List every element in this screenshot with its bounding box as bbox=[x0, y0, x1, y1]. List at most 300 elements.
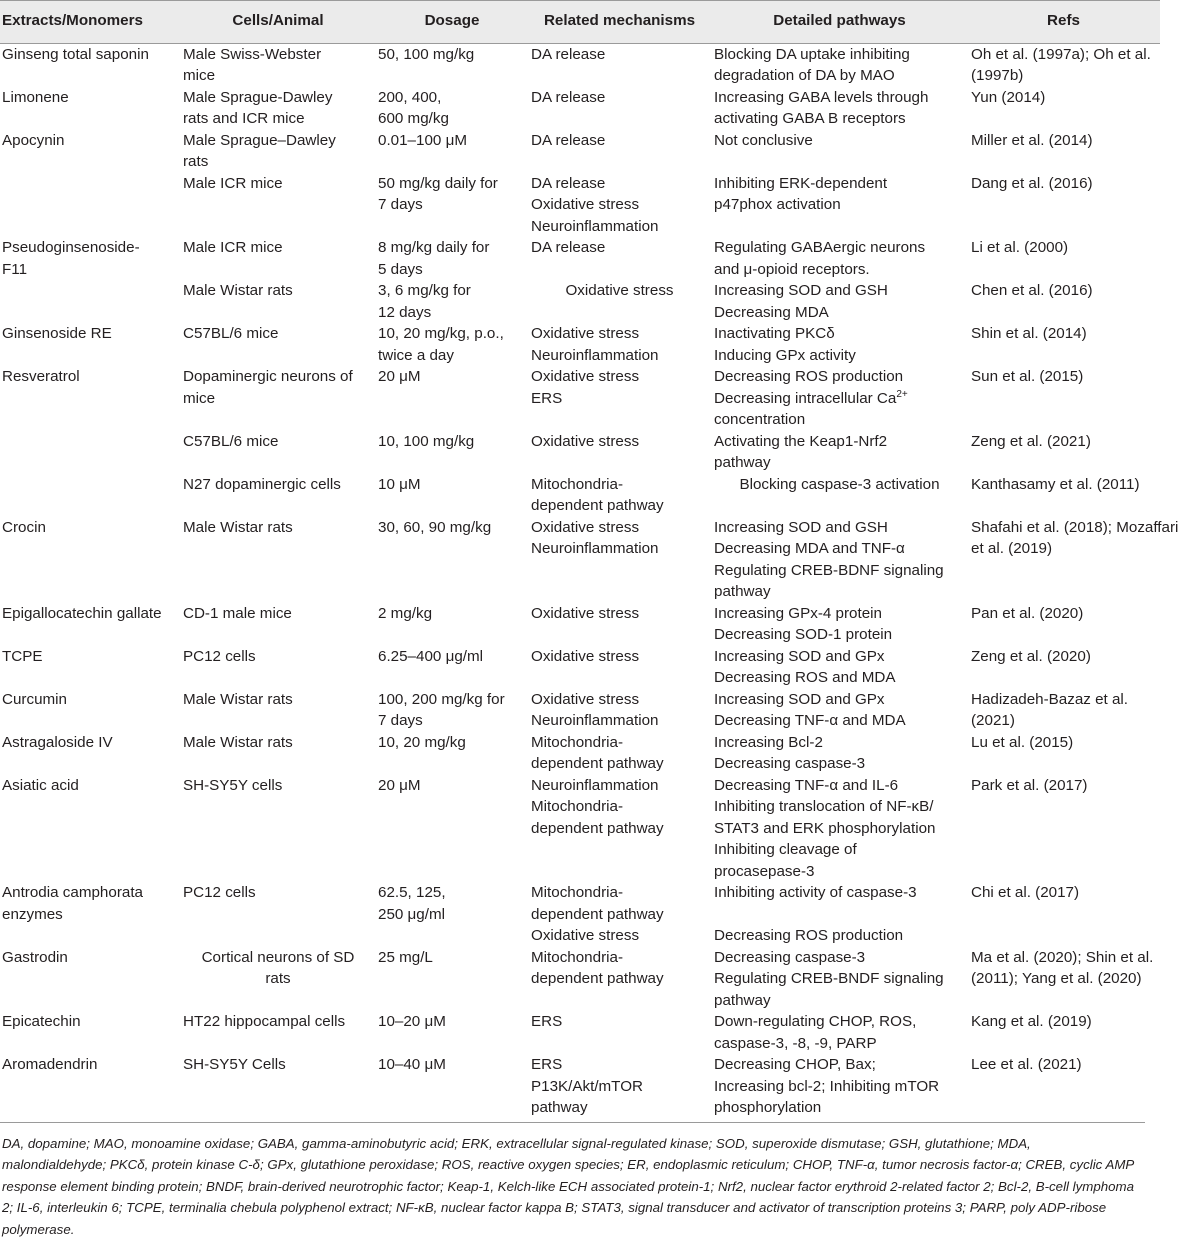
cell-line: 62.5, 125, bbox=[378, 882, 526, 904]
cell-line: Oxidative stress bbox=[531, 323, 708, 345]
cell-line: Oxidative stress bbox=[531, 280, 708, 302]
table-footnote: DA, dopamine; MAO, monoamine oxidase; GABA, gamma-aminobutyric acid; ERK, extracellular signal-regulated kinase; SOD, superoxide dismutase; GSH, glutathione; MDA, malondialdehyde; PKCδ, protein kinase C-δ; GPx, glutathione peroxidase; ROS, reactive oxygen species; ER, endoplasmic reticulum; CHOP, TNF-α, tumor necrosis factor-α; CREB, cyclic AMP response element binding protein; BNDF, brain-derived neurotrophic factor; Keap-1, Kelch-like ECH associated protein-1; Nrf2, nuclear factor erythroid 2-related factor 2; Bcl-2, B-cell lymphoma 2; IL-6, interleukin 6; TCPE, terminalia chebula polyphenol extract; NF-κB, nuclear factor kappa B; STAT3, signal transducer and activator of transcription proteins 3; PARP, poly ADP-ribose polymerase. bbox=[0, 1123, 1141, 1240]
cell-line: Mitochondria- bbox=[531, 474, 708, 496]
cell-refs bbox=[969, 173, 1160, 238]
cell-line: 7 days bbox=[378, 194, 526, 216]
cell-line: p47phox activation bbox=[714, 194, 965, 216]
cell-line: Inducing GPx activity bbox=[714, 345, 965, 367]
cell-line: Resveratrol bbox=[2, 366, 178, 388]
cell-line: Increasing bcl-2; Inhibiting mTOR bbox=[714, 1076, 965, 1098]
cell-line: Zeng et al. (2020) bbox=[971, 646, 1156, 668]
cell-line bbox=[2, 280, 178, 302]
cell-line: Oxidative stress bbox=[531, 603, 708, 625]
cell-mechanisms bbox=[530, 1011, 712, 1054]
cell-extract bbox=[0, 882, 182, 947]
cell-line bbox=[2, 474, 178, 496]
cell-extract bbox=[0, 366, 182, 431]
cell-line: Dang et al. (2016) bbox=[971, 173, 1156, 195]
cell-cells-animal bbox=[182, 237, 377, 280]
table-row bbox=[0, 603, 1160, 646]
cell-line: Mitochondria- bbox=[531, 796, 708, 818]
cell-line: Male Wistar rats bbox=[183, 732, 373, 754]
cell-line: Mitochondria- bbox=[531, 882, 708, 904]
cell-mechanisms bbox=[530, 775, 712, 883]
cell-line: rats bbox=[183, 151, 373, 173]
cell-extract bbox=[0, 431, 182, 474]
cell-line: 0.01–100 μM bbox=[378, 130, 526, 152]
cell-refs bbox=[969, 517, 1160, 603]
cell-pathways bbox=[712, 775, 969, 883]
cell-line: Chi et al. (2017) bbox=[971, 882, 1156, 904]
cell-dosage bbox=[377, 603, 530, 646]
cell-line: Oxidative stress bbox=[531, 925, 708, 947]
cell-line: Kang et al. (2019) bbox=[971, 1011, 1156, 1033]
cell-line: et al. (2019) bbox=[971, 538, 1156, 560]
cell-refs bbox=[969, 474, 1160, 517]
cell-line: Antrodia camphorata bbox=[2, 882, 178, 904]
cell-line: Li et al. (2000) bbox=[971, 237, 1156, 259]
cell-mechanisms bbox=[530, 280, 712, 323]
cell-line: Blocking DA uptake inhibiting bbox=[714, 44, 965, 66]
cell-pathways bbox=[712, 646, 969, 689]
cell-dosage bbox=[377, 689, 530, 732]
cell-line: Dopaminergic neurons of bbox=[183, 366, 373, 388]
cell-line: Decreasing TNF-α and MDA bbox=[714, 710, 965, 732]
cell-refs bbox=[969, 43, 1160, 87]
table-row bbox=[0, 87, 1160, 130]
table-row bbox=[0, 689, 1160, 732]
cell-line: F11 bbox=[2, 259, 178, 281]
cell-refs bbox=[969, 237, 1160, 280]
cell-line: Male Swiss-Webster bbox=[183, 44, 373, 66]
header-extracts: Extracts/Monomers bbox=[0, 1, 182, 44]
cell-line: procasepase-3 bbox=[714, 861, 965, 883]
cell-cells-animal bbox=[182, 732, 377, 775]
cell-line: ERS bbox=[531, 1054, 708, 1076]
cell-line: 50 mg/kg daily for bbox=[378, 173, 526, 195]
cell-dosage bbox=[377, 732, 530, 775]
cell-line: Male Wistar rats bbox=[183, 517, 373, 539]
header-dosage: Dosage bbox=[377, 1, 530, 44]
cell-mechanisms bbox=[530, 237, 712, 280]
cell-line: Epicatechin bbox=[2, 1011, 178, 1033]
cell-refs bbox=[969, 87, 1160, 130]
cell-line: mice bbox=[183, 65, 373, 87]
cell-line: Activating the Keap1-Nrf2 bbox=[714, 431, 965, 453]
table-row bbox=[0, 947, 1160, 1012]
cell-extract bbox=[0, 689, 182, 732]
cell-line: Increasing SOD and GPx bbox=[714, 646, 965, 668]
table-body bbox=[0, 43, 1160, 1122]
cell-refs bbox=[969, 1011, 1160, 1054]
cell-line: 25 mg/L bbox=[378, 947, 526, 969]
cell-line: SH-SY5Y Cells bbox=[183, 1054, 373, 1076]
cell-line: Neuroinflammation bbox=[531, 345, 708, 367]
cell-line: phosphorylation bbox=[714, 1097, 965, 1119]
cell-line: Regulating GABAergic neurons bbox=[714, 237, 965, 259]
cell-line: dependent pathway bbox=[531, 818, 708, 840]
cell-pathways bbox=[712, 882, 969, 947]
cell-refs bbox=[969, 689, 1160, 732]
cell-dosage bbox=[377, 431, 530, 474]
cell-line: Increasing GPx-4 protein bbox=[714, 603, 965, 625]
cell-line: DA release bbox=[531, 130, 708, 152]
cell-line: Miller et al. (2014) bbox=[971, 130, 1156, 152]
cell-pathways bbox=[712, 173, 969, 238]
cell-line: 10, 20 mg/kg bbox=[378, 732, 526, 754]
table-row bbox=[0, 323, 1160, 366]
cell-refs bbox=[969, 775, 1160, 883]
cell-line: Ginseng total saponin bbox=[2, 44, 178, 66]
cell-line: pathway bbox=[714, 581, 965, 603]
cell-extract bbox=[0, 87, 182, 130]
cell-line: DA release bbox=[531, 173, 708, 195]
cell-dosage bbox=[377, 882, 530, 947]
cell-line: Male Sprague–Dawley bbox=[183, 130, 373, 152]
cell-refs bbox=[969, 732, 1160, 775]
cell-line: enzymes bbox=[2, 904, 178, 926]
cell-line: 3, 6 mg/kg for bbox=[378, 280, 526, 302]
cell-dosage bbox=[377, 1011, 530, 1054]
cell-pathways bbox=[712, 431, 969, 474]
cell-extract bbox=[0, 517, 182, 603]
cell-line: Male Wistar rats bbox=[183, 280, 373, 302]
cell-pathways bbox=[712, 517, 969, 603]
cell-cells-animal bbox=[182, 130, 377, 173]
table-row bbox=[0, 1011, 1160, 1054]
cell-line: Oxidative stress bbox=[531, 431, 708, 453]
cell-line: Hadizadeh-Bazaz et al. bbox=[971, 689, 1156, 711]
cell-line: Inhibiting activity of caspase-3 bbox=[714, 882, 965, 904]
cell-line: Decreasing caspase-3 bbox=[714, 947, 965, 969]
cell-extract bbox=[0, 43, 182, 87]
cell-line: dependent pathway bbox=[531, 495, 708, 517]
cell-mechanisms bbox=[530, 732, 712, 775]
cell-line: 20 μM bbox=[378, 366, 526, 388]
cell-cells-animal bbox=[182, 646, 377, 689]
cell-line: Chen et al. (2016) bbox=[971, 280, 1156, 302]
cell-pathways bbox=[712, 732, 969, 775]
cell-line: Neuroinflammation bbox=[531, 710, 708, 732]
cell-line: STAT3 and ERK phosphorylation bbox=[714, 818, 965, 840]
cell-line: Inactivating PKCδ bbox=[714, 323, 965, 345]
cell-refs bbox=[969, 431, 1160, 474]
cell-pathways bbox=[712, 87, 969, 130]
cell-line: ERS bbox=[531, 388, 708, 410]
cell-line: SH-SY5Y cells bbox=[183, 775, 373, 797]
cell-cells-animal bbox=[182, 1011, 377, 1054]
cell-cells-animal bbox=[182, 882, 377, 947]
cell-mechanisms bbox=[530, 1054, 712, 1122]
cell-extract bbox=[0, 280, 182, 323]
cell-line: Increasing GABA levels through bbox=[714, 87, 965, 109]
cell-line: Lu et al. (2015) bbox=[971, 732, 1156, 754]
cell-dosage bbox=[377, 366, 530, 431]
cell-extract bbox=[0, 474, 182, 517]
cell-line: Decreasing ROS production bbox=[714, 366, 965, 388]
header-mechanisms: Related mechanisms bbox=[530, 1, 712, 44]
cell-line: Blocking caspase-3 activation bbox=[714, 474, 965, 496]
cell-extract bbox=[0, 732, 182, 775]
table-row bbox=[0, 1054, 1160, 1122]
cell-pathways bbox=[712, 130, 969, 173]
cell-line: 2 mg/kg bbox=[378, 603, 526, 625]
cell-line: Park et al. (2017) bbox=[971, 775, 1156, 797]
header-cells-animal: Cells/Animal bbox=[182, 1, 377, 44]
cell-mechanisms bbox=[530, 130, 712, 173]
cell-line: dependent pathway bbox=[531, 968, 708, 990]
cell-line bbox=[2, 431, 178, 453]
cell-line: Aromadendrin bbox=[2, 1054, 178, 1076]
cell-line: 600 mg/kg bbox=[378, 108, 526, 130]
cell-refs bbox=[969, 130, 1160, 173]
cell-line: dependent pathway bbox=[531, 904, 708, 926]
cell-line bbox=[714, 904, 965, 926]
cell-extract bbox=[0, 323, 182, 366]
cell-line: 30, 60, 90 mg/kg bbox=[378, 517, 526, 539]
cell-mechanisms bbox=[530, 366, 712, 431]
cell-mechanisms bbox=[530, 43, 712, 87]
cell-mechanisms bbox=[530, 947, 712, 1012]
cell-line: Oxidative stress bbox=[531, 366, 708, 388]
cell-line: Male Wistar rats bbox=[183, 689, 373, 711]
cell-line: activating GABA B receptors bbox=[714, 108, 965, 130]
cell-cells-animal bbox=[182, 947, 377, 1012]
table-row bbox=[0, 882, 1160, 947]
cell-mechanisms bbox=[530, 173, 712, 238]
cell-line: Astragaloside IV bbox=[2, 732, 178, 754]
cell-line: TCPE bbox=[2, 646, 178, 668]
cell-line: concentration bbox=[714, 409, 965, 431]
cell-line: Regulating CREB-BNDF signaling bbox=[714, 968, 965, 990]
cell-extract bbox=[0, 646, 182, 689]
cell-line: N27 dopaminergic cells bbox=[183, 474, 373, 496]
cell-line: Not conclusive bbox=[714, 130, 965, 152]
cell-line: Regulating CREB-BDNF signaling bbox=[714, 560, 965, 582]
cell-line: Decreasing SOD-1 protein bbox=[714, 624, 965, 646]
cell-cells-animal bbox=[182, 517, 377, 603]
cell-extract bbox=[0, 603, 182, 646]
cell-cells-animal bbox=[182, 603, 377, 646]
cell-line: Decreasing CHOP, Bax; bbox=[714, 1054, 965, 1076]
cell-line: 50, 100 mg/kg bbox=[378, 44, 526, 66]
cell-dosage bbox=[377, 474, 530, 517]
cell-extract bbox=[0, 775, 182, 883]
cell-line: 200, 400, bbox=[378, 87, 526, 109]
cell-line: Decreasing intracellular $Ca^{2+}$ bbox=[714, 388, 965, 410]
cell-pathways bbox=[712, 280, 969, 323]
header-refs: Refs bbox=[969, 1, 1160, 44]
cell-line: 20 μM bbox=[378, 775, 526, 797]
cell-dosage bbox=[377, 87, 530, 130]
cell-mechanisms bbox=[530, 517, 712, 603]
cell-line: ERS bbox=[531, 1011, 708, 1033]
cell-line: Increasing SOD and GSH bbox=[714, 280, 965, 302]
cell-pathways bbox=[712, 603, 969, 646]
cell-line: Oxidative stress bbox=[531, 646, 708, 668]
cell-refs bbox=[969, 947, 1160, 1012]
header-row bbox=[0, 1, 1160, 44]
cell-line: 12 days bbox=[378, 302, 526, 324]
cell-refs bbox=[969, 280, 1160, 323]
cell-mechanisms bbox=[530, 689, 712, 732]
cell-dosage bbox=[377, 323, 530, 366]
cell-line: Decreasing ROS production bbox=[714, 925, 965, 947]
cell-line: pathway bbox=[714, 452, 965, 474]
cell-line: Oxidative stress bbox=[531, 517, 708, 539]
cell-extract bbox=[0, 1011, 182, 1054]
table-row bbox=[0, 431, 1160, 474]
cell-line: PC12 cells bbox=[183, 646, 373, 668]
cell-cells-animal bbox=[182, 474, 377, 517]
cell-dosage bbox=[377, 237, 530, 280]
cell-line: Kanthasamy et al. (2011) bbox=[971, 474, 1156, 496]
cell-line: CD-1 male mice bbox=[183, 603, 373, 625]
cell-refs bbox=[969, 882, 1160, 947]
cell-line: Increasing SOD and GPx bbox=[714, 689, 965, 711]
cell-line: Neuroinflammation bbox=[531, 538, 708, 560]
cell-line: Shafahi et al. (2018); Mozaffari bbox=[971, 517, 1156, 539]
table-row bbox=[0, 173, 1160, 238]
cell-line: Increasing SOD and GSH bbox=[714, 517, 965, 539]
cell-line: Neuroinflammation bbox=[531, 216, 708, 238]
cell-refs bbox=[969, 1054, 1160, 1122]
cell-line: (2011); Yang et al. (2020) bbox=[971, 968, 1156, 990]
cell-line: Male ICR mice bbox=[183, 237, 373, 259]
cell-line: 250 μg/ml bbox=[378, 904, 526, 926]
cell-line: Gastrodin bbox=[2, 947, 178, 969]
cell-line: 10, 20 mg/kg, p.o., bbox=[378, 323, 526, 345]
cell-mechanisms bbox=[530, 603, 712, 646]
cell-line: Cortical neurons of SD bbox=[183, 947, 373, 969]
cell-mechanisms bbox=[530, 323, 712, 366]
cell-dosage bbox=[377, 43, 530, 87]
cell-line: 10, 100 mg/kg bbox=[378, 431, 526, 453]
cell-extract bbox=[0, 130, 182, 173]
table-row bbox=[0, 775, 1160, 883]
cell-line: (1997b) bbox=[971, 65, 1156, 87]
cell-cells-animal bbox=[182, 43, 377, 87]
table-row bbox=[0, 517, 1160, 603]
cell-line: Inhibiting cleavage of bbox=[714, 839, 965, 861]
cell-line: C57BL/6 mice bbox=[183, 431, 373, 453]
table-row bbox=[0, 130, 1160, 173]
cell-line: 100, 200 mg/kg for bbox=[378, 689, 526, 711]
cell-line: 10 μM bbox=[378, 474, 526, 496]
cell-line: Ginsenoside RE bbox=[2, 323, 178, 345]
cell-line: rats and ICR mice bbox=[183, 108, 373, 130]
cell-line: DA release bbox=[531, 44, 708, 66]
cell-refs bbox=[969, 323, 1160, 366]
cell-line: Oxidative stress bbox=[531, 194, 708, 216]
cell-line: DA release bbox=[531, 237, 708, 259]
cell-line: 7 days bbox=[378, 710, 526, 732]
cell-line: Inhibiting translocation of NF-κB/ bbox=[714, 796, 965, 818]
cell-line: Zeng et al. (2021) bbox=[971, 431, 1156, 453]
cell-line: pathway bbox=[531, 1097, 708, 1119]
cell-line: caspase-3, -8, -9, PARP bbox=[714, 1033, 965, 1055]
cell-line: Apocynin bbox=[2, 130, 178, 152]
cell-dosage bbox=[377, 173, 530, 238]
cell-mechanisms bbox=[530, 646, 712, 689]
cell-cells-animal bbox=[182, 280, 377, 323]
cell-dosage bbox=[377, 775, 530, 883]
table-row bbox=[0, 474, 1160, 517]
cell-refs bbox=[969, 646, 1160, 689]
cell-line: Oh et al. (1997a); Oh et al. bbox=[971, 44, 1156, 66]
cell-cells-animal bbox=[182, 87, 377, 130]
cell-line: (2021) bbox=[971, 710, 1156, 732]
cell-line: 5 days bbox=[378, 259, 526, 281]
cell-pathways bbox=[712, 237, 969, 280]
cell-refs bbox=[969, 366, 1160, 431]
cell-pathways bbox=[712, 689, 969, 732]
cell-line: C57BL/6 mice bbox=[183, 323, 373, 345]
cell-dosage bbox=[377, 130, 530, 173]
cell-line: dependent pathway bbox=[531, 753, 708, 775]
cell-extract bbox=[0, 1054, 182, 1122]
cell-line: Ma et al. (2020); Shin et al. bbox=[971, 947, 1156, 969]
cell-line: Male Sprague-Dawley bbox=[183, 87, 373, 109]
cell-line: Decreasing ROS and MDA bbox=[714, 667, 965, 689]
cell-pathways bbox=[712, 1011, 969, 1054]
cell-line: Epigallocatechin gallate bbox=[2, 603, 178, 625]
cell-line: Crocin bbox=[2, 517, 178, 539]
cell-line: rats bbox=[183, 968, 373, 990]
table-row bbox=[0, 43, 1160, 87]
cell-dosage bbox=[377, 646, 530, 689]
cell-cells-animal bbox=[182, 173, 377, 238]
cell-pathways bbox=[712, 947, 969, 1012]
cell-cells-animal bbox=[182, 689, 377, 732]
cell-line: Asiatic acid bbox=[2, 775, 178, 797]
cell-line: Decreasing caspase-3 bbox=[714, 753, 965, 775]
cell-line: DA release bbox=[531, 87, 708, 109]
cell-line: Yun (2014) bbox=[971, 87, 1156, 109]
cell-line: and μ-opioid receptors. bbox=[714, 259, 965, 281]
cell-line: Sun et al. (2015) bbox=[971, 366, 1156, 388]
cell-mechanisms bbox=[530, 474, 712, 517]
cell-pathways bbox=[712, 474, 969, 517]
cell-line: Pseudoginsenoside- bbox=[2, 237, 178, 259]
table-row bbox=[0, 280, 1160, 323]
cell-line: P13K/Akt/mTOR bbox=[531, 1076, 708, 1098]
cell-line: Male ICR mice bbox=[183, 173, 373, 195]
cell-dosage bbox=[377, 280, 530, 323]
table-row bbox=[0, 732, 1160, 775]
cell-line: Decreasing MDA and TNF-α bbox=[714, 538, 965, 560]
cell-dosage bbox=[377, 1054, 530, 1122]
cell-pathways bbox=[712, 43, 969, 87]
cell-line: Down-regulating CHOP, ROS, bbox=[714, 1011, 965, 1033]
cell-line: pathway bbox=[714, 990, 965, 1012]
cell-line bbox=[2, 173, 178, 195]
cell-extract bbox=[0, 947, 182, 1012]
cell-line: 10–40 μM bbox=[378, 1054, 526, 1076]
cell-cells-animal bbox=[182, 366, 377, 431]
cell-line: Lee et al. (2021) bbox=[971, 1054, 1156, 1076]
cell-dosage bbox=[377, 517, 530, 603]
cell-line: Shin et al. (2014) bbox=[971, 323, 1156, 345]
cell-extract bbox=[0, 173, 182, 238]
cell-line: Limonene bbox=[2, 87, 178, 109]
cell-mechanisms bbox=[530, 882, 712, 947]
cell-cells-animal bbox=[182, 323, 377, 366]
cell-line: HT22 hippocampal cells bbox=[183, 1011, 373, 1033]
cell-mechanisms bbox=[530, 431, 712, 474]
cell-line: mice bbox=[183, 388, 373, 410]
cell-line: Mitochondria- bbox=[531, 732, 708, 754]
